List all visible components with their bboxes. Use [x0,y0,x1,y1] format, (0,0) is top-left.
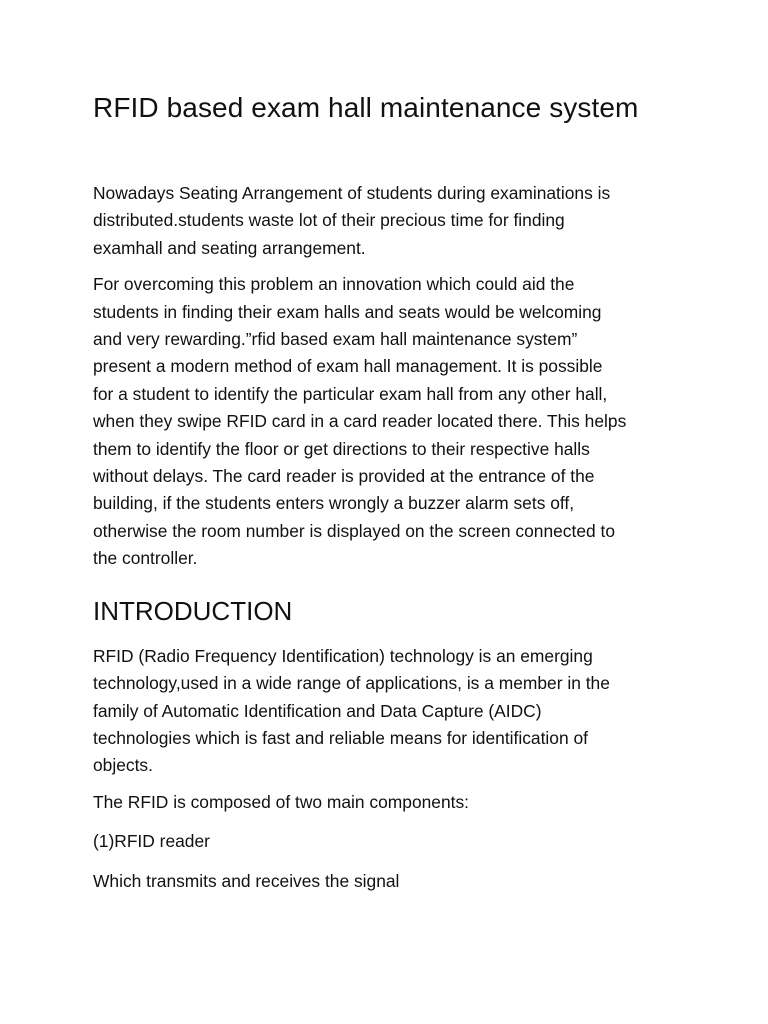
introduction-heading: INTRODUCTION [93,595,293,626]
text-line: building, if the students enters wrongly a buzzer alarm sets off, [93,493,575,514]
text-line: them to identify the floor or get directions to their respective halls [93,438,590,459]
text-line: the controller. [93,548,198,569]
text-line: when they swipe RFID card in a card reader located there. This helps [93,411,627,432]
text-line: family of Automatic Identification and Data Capture (AIDC) [93,700,542,721]
text-line: students in finding their exam halls and seats would be welcoming [93,301,602,322]
components-paragraph: The RFID is composed of two main components: [93,791,469,812]
text-line: RFID (Radio Frequency Identification) technology is an emerging [93,645,593,666]
text-line: technologies which is fast and reliable means for identification of [93,727,588,748]
component-1-label: (1)RFID reader [93,831,210,852]
text-line: For overcoming this problem an innovation which could aid the [93,274,575,295]
abstract-paragraph-2 [93,271,693,572]
document-content [93,88,693,907]
text-line: present a modern method of exam hall management. It is possible [93,356,603,377]
text-line: technology,used in a wide range of applications, is a member in the [93,673,610,694]
text-line: examhall and seating arrangement. [93,237,366,258]
introduction-paragraph [93,643,693,780]
component-1-description: Which transmits and receives the signal [93,870,400,891]
text-line: Nowadays Seating Arrangement of students during examinations is [93,183,611,203]
text-line: distributed.students waste lot of their precious time for finding [93,210,565,231]
abstract-paragraph-1 [93,180,693,262]
text-line: without delays. The card reader is provided at the entrance of the [93,466,595,487]
text-line: for a student to identify the particular exam hall from any other hall, [93,383,608,404]
text-line: otherwise the room number is displayed on the screen connected to [93,520,616,541]
document-title: RFID based exam hall maintenance system [93,92,639,123]
text-line: and very rewarding.”rfid based exam hall maintenance system” [93,329,578,350]
text-line: objects. [93,755,153,776]
